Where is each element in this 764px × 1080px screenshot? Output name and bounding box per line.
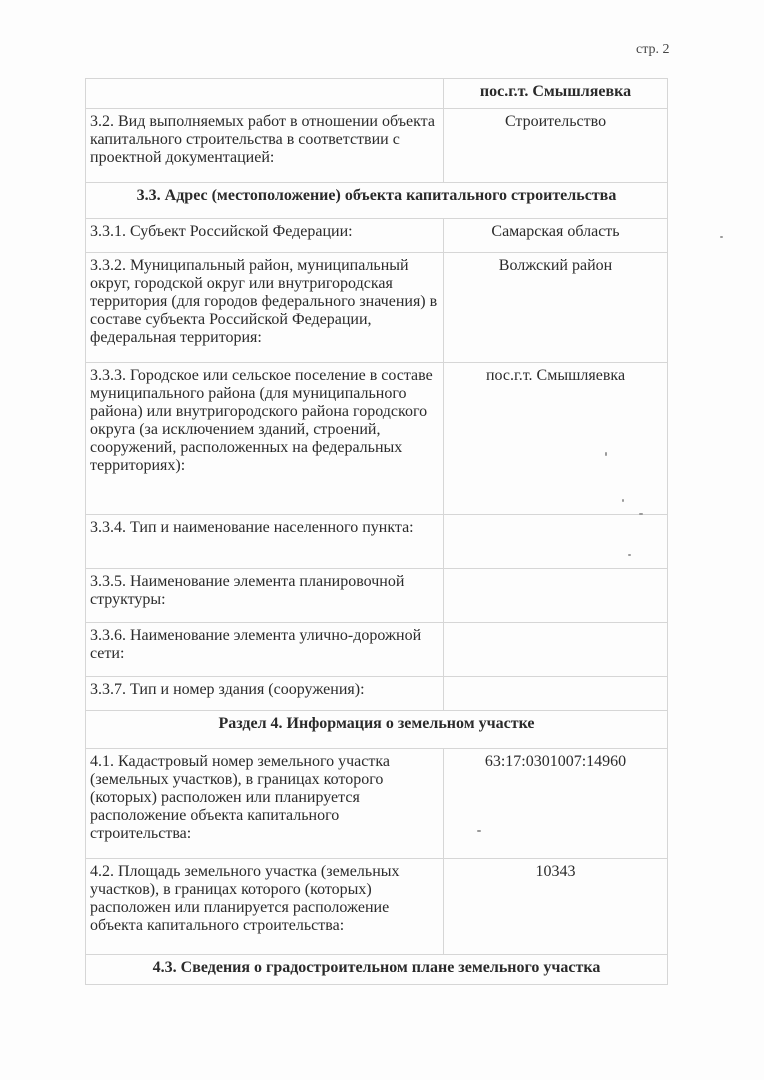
field-label: 3.3.6. Наименование элемента улично-дорожной сети: [86, 623, 444, 677]
table-row [86, 955, 668, 985]
field-value: пос.г.т. Смышляевка [444, 79, 668, 109]
scan-speck [639, 513, 643, 515]
field-value [444, 515, 668, 569]
field-value: Волжский район [444, 253, 668, 363]
table-row [86, 253, 668, 363]
table-row [86, 859, 668, 955]
field-label: 4.1. Кадастровый номер земельного участка (земельных участков), в границах которого (которых) расположен или планируется расположение объекта капитального строительства: [86, 749, 444, 859]
field-label: 3.2. Вид выполняемых работ в отношении объекта капитального строительства в соответствии с проектной документацией: [86, 109, 444, 183]
section-heading: 3.3. Адрес (местоположение) объекта капитального строительства [86, 183, 668, 219]
field-value [444, 569, 668, 623]
scan-speck [477, 830, 481, 832]
table-row [86, 79, 668, 109]
section-heading: Раздел 4. Информация о земельном участке [86, 711, 668, 749]
table-row [86, 623, 668, 677]
table-row [86, 569, 668, 623]
scan-speck [628, 554, 631, 556]
table-row [86, 677, 668, 711]
field-label: 3.3.1. Субъект Российской Федерации: [86, 219, 444, 253]
page-number: стр. 2 [636, 42, 670, 57]
table-row [86, 183, 668, 219]
field-value [444, 677, 668, 711]
field-value: Самарская область [444, 219, 668, 253]
field-value: 63:17:0301007:14960 [444, 749, 668, 859]
table-row [86, 109, 668, 183]
field-label [86, 79, 444, 109]
table-row [86, 515, 668, 569]
field-label: 3.3.7. Тип и номер здания (сооружения): [86, 677, 444, 711]
field-label: 3.3.3. Городское или сельское поселение в составе муниципального района (для муниципального района) или внутригородского района городского округа (за исключением зданий, строений, сооружений, расположенных на федеральных территориях): [86, 363, 444, 515]
table-row [86, 363, 668, 515]
field-label: 4.2. Площадь земельного участка (земельных участков), в границах которого (которых) расположен или планируется расположение объекта капитального строительства: [86, 859, 444, 955]
scan-speck [622, 499, 624, 502]
field-value: пос.г.т. Смышляевка [444, 363, 668, 515]
table-row [86, 219, 668, 253]
permit-table [85, 78, 668, 985]
field-label: 3.3.4. Тип и наименование населенного пункта: [86, 515, 444, 569]
scan-speck [720, 236, 723, 238]
field-value [444, 623, 668, 677]
field-label: 3.3.2. Муниципальный район, муниципальный округ, городской округ или внутригородская территория (для городов федерального значения) в составе субъекта Российской Федерации, федеральная территория: [86, 253, 444, 363]
field-value: Строительство [444, 109, 668, 183]
table-row [86, 749, 668, 859]
table-row [86, 711, 668, 749]
scan-speck [605, 452, 607, 456]
field-label: 3.3.5. Наименование элемента планировочной структуры: [86, 569, 444, 623]
section-heading: 4.3. Сведения о градостроительном плане земельного участка [86, 955, 668, 985]
field-value: 10343 [444, 859, 668, 955]
